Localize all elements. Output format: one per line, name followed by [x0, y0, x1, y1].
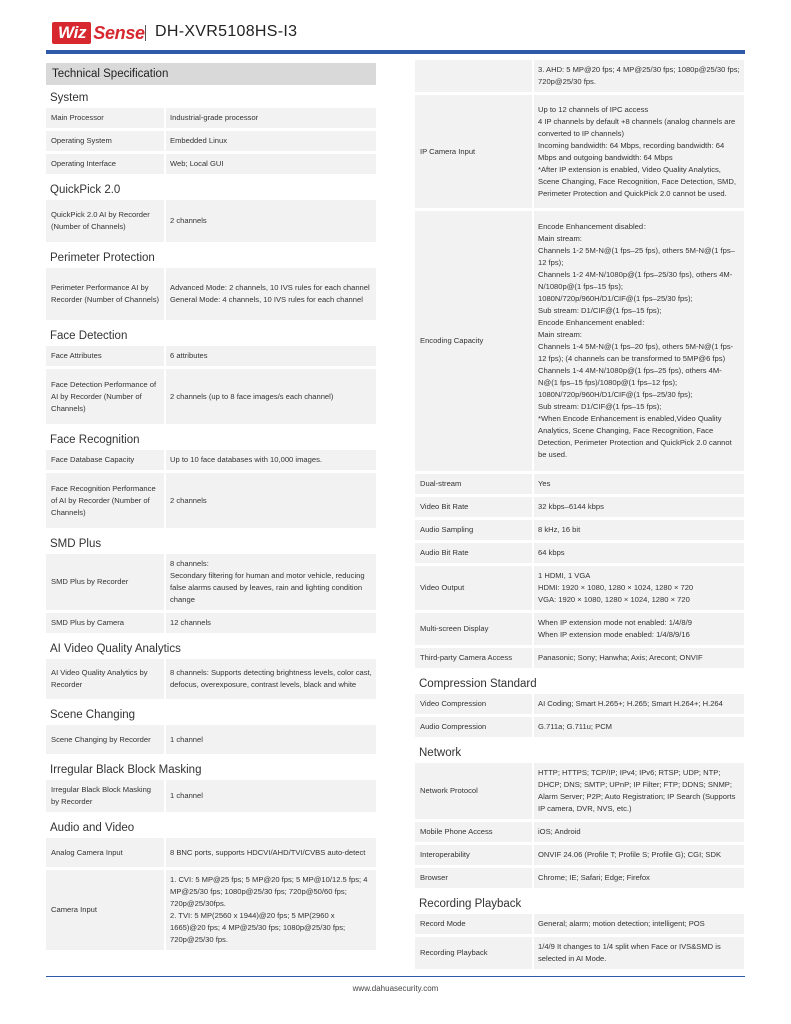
spec-row [46, 108, 376, 131]
section-heading: Network [419, 747, 462, 759]
spec-key: Scene Changing by Recorder [51, 734, 151, 744]
page-header [0, 0, 791, 56]
spec-key: Network Protocol [420, 786, 478, 795]
spec-row [415, 694, 744, 717]
spec-key: Face Attributes [51, 351, 102, 360]
section-heading: AI Video Quality Analytics [50, 643, 181, 655]
spec-value: 12 channels [164, 613, 376, 633]
spec-key: IP Camera Input [420, 146, 476, 156]
spec-key: Third-party Camera Access [420, 653, 512, 662]
spec-row [415, 95, 744, 211]
spec-key: Analog Camera Input [51, 847, 123, 857]
spec-row [415, 822, 744, 845]
spec-row [415, 648, 744, 671]
spec-key: Face Detection Performance of AI by Recorder (Number of Channels) [51, 379, 157, 413]
spec-value: 8 channels: Supports detecting brightness levels, color cast, defocus, overexposure, contrast levels, black and white [164, 659, 376, 699]
spec-key: Encoding Capacity [420, 336, 484, 345]
header-separator [145, 25, 146, 41]
spec-key: Audio Sampling [420, 525, 474, 534]
spec-row [46, 131, 376, 154]
spec-row [46, 725, 376, 757]
spec-row [415, 474, 744, 497]
spec-key: Dual-stream [420, 479, 462, 488]
spec-value: Web; Local GUI [164, 154, 376, 174]
spec-value: 1. CVI: 5 MP@25 fps; 5 MP@20 fps; 5 MP@10/12.5 fps; 4 MP@25/30 fps; 1080p@25/30 fps; 720p@50/60 fps; 720p@25/30fps. 2. TVI: 5 MP(2560 x 1944)@20 fps; 5 MP(2960 x 1665)@20 fps; 4 MP@25/30 fps; 1080p@25/30 fps; 720p@25/30 fps. [164, 870, 376, 950]
spec-row [46, 870, 376, 953]
footer-rule [46, 976, 745, 977]
spec-key: Multi-screen Display [420, 624, 489, 633]
spec-value: Encode Enhancement disabled： Main stream: Channels 1-2 5M-N@(1 fps–25 fps), others 5M-N@(1 fps–12 fps); Channels 1-2 4M-N/1080p@(1 fps–25/30 fps), others 4M-N/1080p@(1 fps–15 fps); 1080N/720p/960H/D1/CIF@(1 fps–25/30 fps); Sub stream: D1/CIF@(1 fps–15 fps); Encode Enhancement enabled： Main stream: Channels 1-4 5M-N@(1 fps–20 fps), others 5M-N@(1 fps-12 fps); (4 channels can be transformed to 5MP@6 fps) Channels 1-4 4M-N/1080p@(1 fps–25 fps), others 4M-N@(1 fps–15 fps)/1080p@(1 fps–12 fps); 1080N/720p/960H/D1/CIF@(1 fps–25/30 fps); Sub stream: D1/CIF@(1 fps–15 fps); *When Encode Enhancement is enabled,Video Quality Analytics, Scene Changing, Face Recognition, Face Detection, Perimeter Protection and QuickPick 2.0 cannot be used. [532, 211, 744, 471]
spec-row [46, 200, 376, 245]
spec-key: Operating System [51, 136, 112, 145]
spec-value: HTTP; HTTPS; TCP/IP; IPv4; IPv6; RTSP; UDP; NTP; DHCP; DNS; SMTP; UPnP; IP Filter; FTP; DDNS; SNMP; Alarm Server; P2P; Auto Registration; IP Search (Supports IP camera, DVR, NVS, etc.) [532, 763, 744, 819]
spec-row [46, 554, 376, 613]
spec-row [46, 268, 376, 323]
section-heading: Irregular Black Block Masking [50, 764, 202, 776]
spec-key: Operating Interface [51, 159, 117, 168]
spec-title: Technical Specification [46, 63, 376, 85]
spec-row [415, 937, 744, 972]
spec-value: 32 kbps–6144 kbps [532, 497, 744, 517]
spec-value: General; alarm; motion detection; intelligent; POS [532, 914, 744, 934]
spec-row [415, 868, 744, 891]
spec-value: 2 channels [164, 473, 376, 528]
spec-value: AI Coding; Smart H.265+; H.265; Smart H.264+; H.264 [532, 694, 744, 714]
spec-row [46, 154, 376, 177]
spec-value: 1/4/9 It changes to 1/4 split when Face or IVS&SMD is selected in AI Mode. [532, 937, 744, 969]
spec-value: 64 kbps [532, 543, 744, 563]
spec-value: 8 BNC ports, supports HDCVI/AHD/TVI/CVBS auto-detect [164, 838, 376, 867]
spec-key: Face Database Capacity [51, 455, 135, 464]
spec-value: G.711a; G.711u; PCM [532, 717, 744, 737]
spec-row [415, 60, 744, 95]
spec-row [46, 659, 376, 702]
spec-key: Perimeter Performance AI by Recorder (Number of Channels) [51, 283, 160, 304]
model-title: DH-XVR5108HS-I3 [155, 23, 298, 40]
spec-row [46, 613, 376, 636]
spec-row [415, 543, 744, 566]
spec-row [46, 450, 376, 473]
spec-row [415, 497, 744, 520]
spec-value: Industrial-grade processor [164, 108, 376, 128]
spec-value: Panasonic; Sony; Hanwha; Axis; Arecont; ONVIF [532, 648, 744, 668]
spec-key: Video Output [420, 583, 465, 592]
section-heading: Scene Changing [50, 709, 136, 721]
left-column [46, 60, 376, 953]
spec-row [415, 914, 744, 937]
spec-key: Face Recognition Performance of AI by Recorder (Number of Channels) [51, 483, 156, 517]
spec-row [46, 346, 376, 369]
spec-key: Audio Compression [420, 722, 487, 731]
spec-row [46, 369, 376, 427]
spec-value: Up to 12 channels of IPC access 4 IP channels by default +8 channels (analog channels are converted to IP channels) Incoming bandwidth: 64 Mbps, recording bandwidth: 64 Mbps and outgoing bandwidth: 64 Mbps *After IP extension is enabled, Video Quality Analytics, Scene Changing, Face Recognition, Face Detection, SMD, Perimeter Protection and QuickPick 2.0 cannot be used. [532, 95, 744, 208]
spec-value: 8 channels: Secondary filtering for human and motor vehicle, reducing false alarms caused by leaves, rain and lighting condition change [164, 554, 376, 610]
spec-row [415, 211, 744, 474]
spec-value: Chrome; IE; Safari; Edge; Firefox [532, 868, 744, 888]
spec-key: SMD Plus by Recorder [51, 577, 129, 586]
logo-sense-text: Sense [93, 22, 145, 43]
spec-key: Video Compression [420, 699, 487, 708]
section-heading: Recording Playback [419, 898, 522, 910]
spec-key: Irregular Black Block Masking by Recorder [51, 785, 152, 806]
spec-row [415, 613, 744, 648]
spec-key: Recording Playback [420, 948, 488, 957]
spec-value: Yes [532, 474, 744, 494]
spec-key: Camera Input [51, 905, 98, 914]
spec-value: iOS; Android [532, 822, 744, 842]
spec-row [46, 473, 376, 531]
spec-row [415, 717, 744, 740]
spec-value: 1 channel [164, 780, 376, 812]
spec-key: Interoperability [420, 850, 470, 859]
spec-value: Embedded Linux [164, 131, 376, 151]
section-heading: Compression Standard [419, 678, 537, 690]
spec-value: 3. AHD: 5 MP@20 fps; 4 MP@25/30 fps; 1080p@25/30 fps; 720p@25/30 fps. [532, 60, 744, 92]
section-heading: Audio and Video [50, 822, 135, 834]
spec-key: QuickPick 2.0 AI by Recorder (Number of Channels) [51, 210, 150, 231]
right-column [415, 60, 744, 972]
spec-row [415, 763, 744, 822]
spec-key: Browser [420, 873, 448, 882]
spec-value: 2 channels (up to 8 face images/s each channel) [164, 369, 376, 424]
header-rule [46, 50, 745, 54]
spec-row [46, 838, 376, 870]
footer-url: www.dahuasecurity.com [352, 984, 439, 993]
spec-key: Video Bit Rate [420, 502, 469, 511]
spec-value: 2 channels [164, 200, 376, 242]
spec-key: Main Processor [51, 113, 104, 122]
spec-value: When IP extension mode not enabled: 1/4/8/9 When IP extension mode enabled: 1/4/8/9/16 [532, 613, 744, 645]
spec-value: 1 HDMI, 1 VGA HDMI: 1920 × 1080, 1280 × 1024, 1280 × 720 VGA: 1920 × 1080, 1280 × 1024, 1280 × 720 [532, 566, 744, 610]
spec-row [415, 566, 744, 613]
spec-row [415, 520, 744, 543]
section-heading: Perimeter Protection [50, 252, 155, 264]
spec-key [415, 60, 532, 92]
spec-value: 6 attributes [164, 346, 376, 366]
spec-key: Audio Bit Rate [420, 548, 469, 557]
spec-key: Record Mode [420, 919, 466, 928]
section-heading: Face Detection [50, 330, 128, 342]
spec-row [46, 780, 376, 815]
spec-key: AI Video Quality Analytics by Recorder [51, 668, 148, 689]
section-heading: SMD Plus [50, 538, 102, 550]
spec-key: SMD Plus by Camera [51, 618, 125, 627]
section-heading: Face Recognition [50, 434, 140, 446]
spec-key: Mobile Phone Access [420, 827, 493, 836]
spec-value: 1 channel [164, 725, 376, 754]
section-heading: QuickPick 2.0 [50, 184, 121, 196]
spec-value: Up to 10 face databases with 10,000 images. [164, 450, 376, 470]
spec-row [415, 845, 744, 868]
wizsense-logo [52, 22, 145, 44]
spec-value: 8 kHz, 16 bit [532, 520, 744, 540]
spec-value: Advanced Mode: 2 channels, 10 IVS rules for each channel General Mode: 4 channels, 10 IVS rules for each channel [164, 268, 376, 320]
logo-wiz-badge: Wiz [52, 22, 91, 44]
section-heading: System [50, 92, 89, 104]
spec-value: ONVIF 24.06 (Profile T; Profile S; Profile G); CGI; SDK [532, 845, 744, 865]
